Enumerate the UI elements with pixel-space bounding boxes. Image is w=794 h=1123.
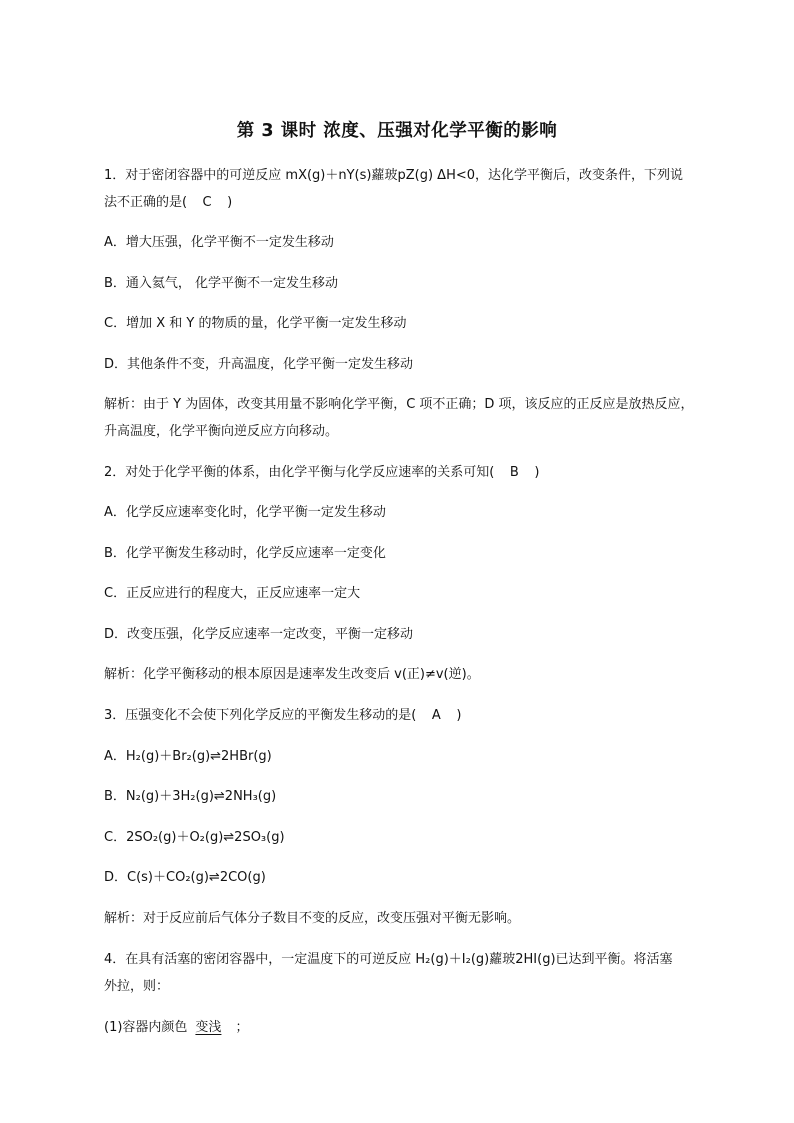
q4-stem-part-a: 4．在具有活塞的密闭容器中，一定温度下的可逆反应 H₂(g)＋I₂(g) <box>104 952 490 967</box>
q1-stem-part-c: 法不正确的是( <box>104 195 188 210</box>
q2-answer: B <box>509 465 519 480</box>
q2-stem-text: 2．对处于化学平衡的体系，由化学平衡与化学反应速率的关系可知( <box>104 465 495 480</box>
q3-analysis: 解析：对于反应前后气体分子数目不变的反应，改变压强对平衡无影响。 <box>104 911 521 926</box>
q1-option-b: B．通入氦气， 化学平衡不一定发生移动 <box>104 276 339 291</box>
q2-option-c: C．正反应进行的程度大，正反应速率一定大 <box>104 586 361 601</box>
q1-answer: C <box>202 195 212 210</box>
q2-option-a: A．化学反应速率变化时，化学平衡一定发生移动 <box>104 505 386 520</box>
q4-stem-line1 <box>104 952 673 968</box>
q4-stem-part-b: 2HI(g)已达到平衡。将活塞 <box>515 952 673 967</box>
q3-stem-text: 3．压强变化不会使下列化学反应的平衡发生移动的是( <box>104 708 417 723</box>
page-title: 第 3 课时 浓度、压强对化学平衡的影响 <box>236 121 558 141</box>
q1-stem-line1 <box>104 168 683 184</box>
q3-answer: A <box>431 708 441 723</box>
q2-option-b: B．化学平衡发生移动时，化学反应速率一定变化 <box>104 546 386 561</box>
q3-option-c: C．2SO₂(g)＋O₂(g)⇌2SO₃(g) <box>104 830 285 845</box>
q1-stem-part-d: ) <box>227 195 233 210</box>
q3-stem <box>104 708 461 724</box>
q2-stem <box>104 465 539 481</box>
q1-analysis-line1: 解析：由于 Y 为固体，改变其用量不影响化学平衡，C 项不正确；D 项，该反应的正反应是放热反应， <box>104 397 694 412</box>
q1-stem-part-a: 1．对于密闭容器中的可逆反应 mX(g)＋nY(s) <box>104 168 372 183</box>
q3-option-a: A．H₂(g)＋Br₂(g)⇌2HBr(g) <box>104 749 272 764</box>
q2-option-d: D．改变压强，化学反应速率一定改变，平衡一定移动 <box>104 627 414 642</box>
q1-option-d: D．其他条件不变，升高温度，化学平衡一定发生移动 <box>104 357 414 372</box>
q2-analysis: 解析：化学平衡移动的根本原因是速率发生改变后 v(正)≠v(逆)。 <box>104 667 480 682</box>
q4-stem-line2: 外拉，则： <box>104 979 170 994</box>
q4-sub1-suffix: ； <box>235 1020 249 1035</box>
q1-analysis-line2: 升高温度，化学平衡向逆反应方向移动。 <box>104 424 339 439</box>
q4-sub1-answer: 变浅 <box>195 1020 222 1035</box>
q2-stem-end: ) <box>534 465 540 480</box>
q1-option-c: C．增加 X 和 Y 的物质的量，化学平衡一定发生移动 <box>104 316 407 331</box>
q4-arrow-glyph: 蘿玻 <box>489 952 516 967</box>
q4-sub1 <box>104 1020 248 1036</box>
q1-arrow-glyph: 蘿玻 <box>371 168 398 183</box>
q3-option-b: B．N₂(g)＋3H₂(g)⇌2NH₃(g) <box>104 789 277 804</box>
q3-stem-end: ) <box>456 708 462 723</box>
q1-stem-part-b: pZ(g) ΔH<0，达化学平衡后，改变条件，下列说 <box>397 168 684 183</box>
q3-option-d: D．C(s)＋CO₂(g)⇌2CO(g) <box>104 870 266 885</box>
q1-stem-line2 <box>104 195 232 211</box>
q1-option-a: A．增大压强，化学平衡不一定发生移动 <box>104 235 334 250</box>
q4-sub1-prefix: (1)容器内颜色 <box>104 1020 188 1035</box>
